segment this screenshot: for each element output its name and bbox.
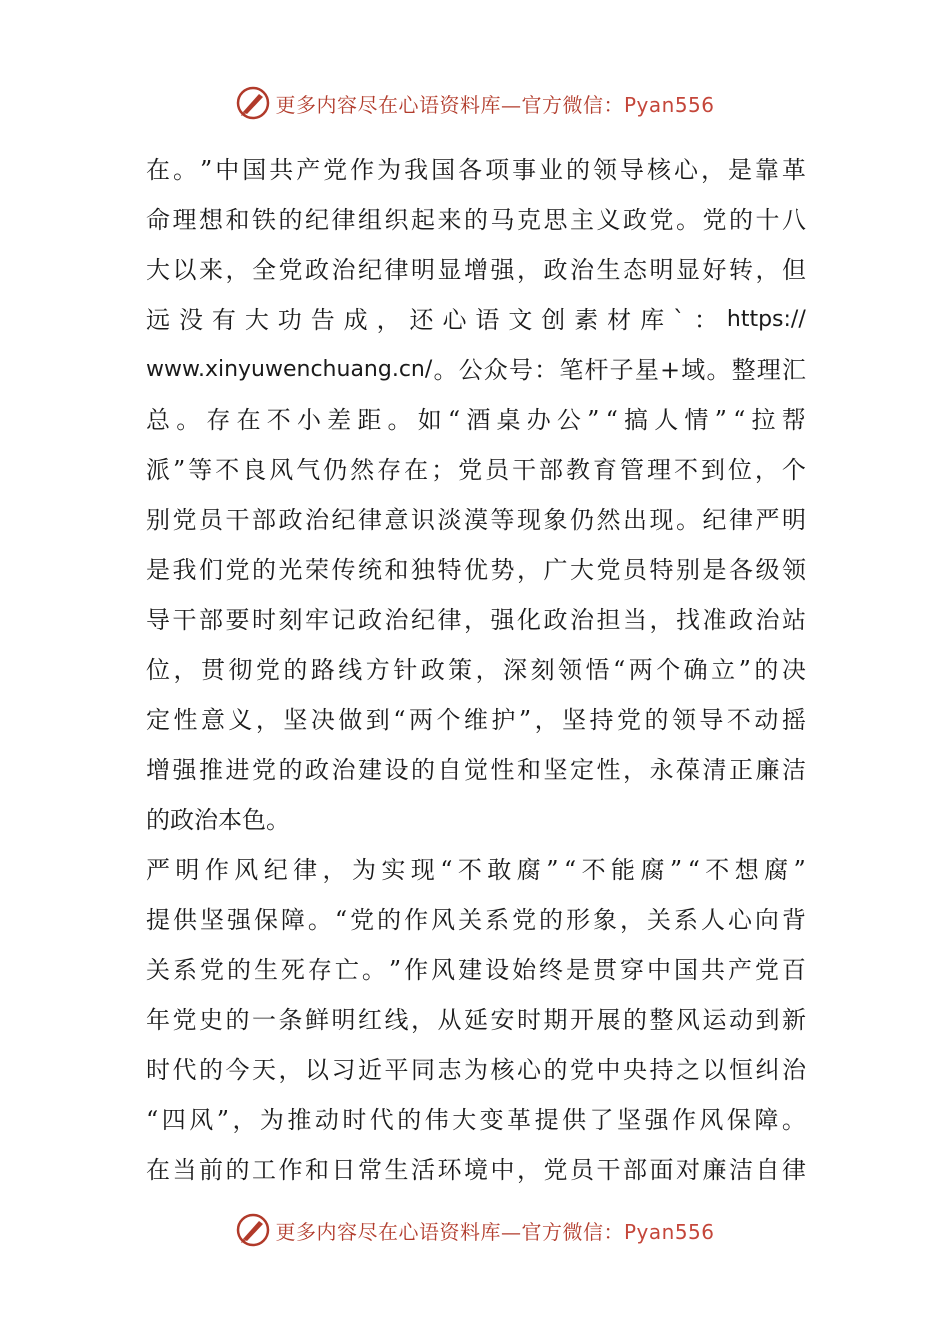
- document-body: [146, 145, 806, 1195]
- body-line: 位 ， 贯 彻 党 的 路 线 方 针 政 策 ， 深 刻 领 悟 “ 两 个 确 立 ” 的 决: [146, 656, 806, 684]
- header-banner-text: [275, 89, 714, 118]
- body-line: 远 没 有 大 功 告 成 ， 还 心 语 文 创 素 材 库 ` ： https://: [146, 306, 806, 334]
- footer-banner-text: [275, 1216, 714, 1245]
- header-separator: —: [500, 92, 522, 117]
- footer-banner: [0, 1210, 950, 1250]
- header-site-text: 更多内容尽在心语资料库: [275, 92, 501, 117]
- body-line: “ 四 风 ” ， 为 推 动 时 代 的 伟 大 变 革 提 供 了 坚 强 作 风 保 障 。: [146, 1106, 806, 1134]
- body-line: 严 明 作 风 纪 律 ， 为 实 现 “ 不 敢 腐 ” “ 不 能 腐 ” “ 不 想 腐 ”: [146, 856, 806, 884]
- body-line: 关 系 党 的 生 死 存 亡 。 ” 作 风 建 设 始 终 是 贯 穿 中 国 共 产 党 百: [146, 956, 806, 984]
- body-line: 是 我 们 党 的 光 荣 传 统 和 独 特 优 势 ， 广 大 党 员 特 别 是 各 级 领: [146, 556, 806, 584]
- pen-logo-icon: [235, 85, 271, 121]
- body-line: 派 ” 等 不 良 风 气 仍 然 存 在 ； 党 员 干 部 教 育 管 理 不 到 位 ， 个: [146, 456, 806, 484]
- footer-site-text: 更多内容尽在心语资料库: [275, 1219, 501, 1244]
- body-line: 在 。 ” 中 国 共 产 党 作 为 我 国 各 项 事 业 的 领 导 核 心 ， 是 靠 革: [146, 156, 806, 184]
- header-wechat-id: Pyan556: [623, 92, 715, 117]
- footer-wechat-id: Pyan556: [623, 1219, 715, 1244]
- header-wechat-label: 官方微信：: [521, 92, 624, 117]
- body-line: 命 理 想 和 铁 的 纪 律 组 织 起 来 的 马 克 思 主 义 政 党 。 党 的 十 八: [146, 206, 806, 234]
- body-line: 别 党 员 干 部 政 治 纪 律 意 识 淡 漠 等 现 象 仍 然 出 现 。 纪 律 严 明: [146, 506, 806, 534]
- body-line: 大 以 来 ， 全 党 政 治 纪 律 明 显 增 强 ， 政 治 生 态 明 显 好 转 ， 但: [146, 256, 806, 284]
- footer-separator: —: [500, 1219, 522, 1244]
- body-line: 时 代 的 今 天 ， 以 习 近 平 同 志 为 核 心 的 党 中 央 持 之 以 恒 纠 治: [146, 1056, 806, 1084]
- body-line: 总 。 存 在 不 小 差 距 。 如 “ 酒 桌 办 公 ” “ 搞 人 情 ” “ 拉 帮: [146, 406, 806, 434]
- body-line: 的政治本色。: [146, 806, 290, 834]
- footer-wechat-label: 官方微信：: [521, 1219, 624, 1244]
- body-line: 在 当 前 的 工 作 和 日 常 生 活 环 境 中 ， 党 员 干 部 面 对 廉 洁 自 律: [146, 1156, 806, 1184]
- body-line: www.xinyuwenchuang.cn/ 。 公 众 号 ： 笔 杆 子 星 + 域 。 整 理 汇: [146, 356, 806, 384]
- body-line: 年 党 史 的 一 条 鲜 明 红 线 ， 从 延 安 时 期 开 展 的 整 风 运 动 到 新: [146, 1006, 806, 1034]
- body-line: 提 供 坚 强 保 障 。 “ 党 的 作 风 关 系 党 的 形 象 ， 关 系 人 心 向 背: [146, 906, 806, 934]
- header-banner: [0, 83, 950, 123]
- pen-logo-icon: [235, 1212, 271, 1248]
- body-line: 增 强 推 进 党 的 政 治 建 设 的 自 觉 性 和 坚 定 性 ， 永 葆 清 正 廉 洁: [146, 756, 806, 784]
- body-line: 导 干 部 要 时 刻 牢 记 政 治 纪 律 ， 强 化 政 治 担 当 ， 找 准 政 治 站: [146, 606, 806, 634]
- body-line: 定 性 意 义 ， 坚 决 做 到 “ 两 个 维 护 ” ， 坚 持 党 的 领 导 不 动 摇: [146, 706, 806, 734]
